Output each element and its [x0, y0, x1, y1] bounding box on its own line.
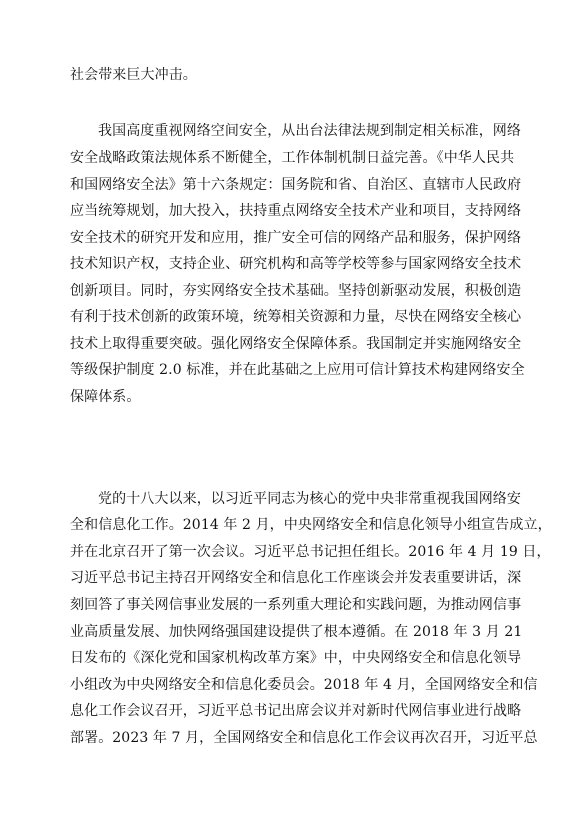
- text-line: 全和信息化工作。2014 年 2 月，中央网络安全和信息化领导小组宣告成立，: [70, 517, 552, 533]
- text-line: 习近平总书记主持召开网络安全和信息化工作座谈会并发表重要讲话，深: [70, 570, 522, 586]
- text-line: 小组改为中央网络安全和信息化委员会。2018 年 4 月，全国网络安全和信: [70, 677, 538, 693]
- text-line: 应当统筹规划，加大投入，扶持重点网络安全技术产业和项目，支持网络: [70, 203, 522, 219]
- text-line: 刻回答了事关网信事业发展的一系列重大理论和实践问题，为推动网信事: [70, 597, 522, 613]
- text-line: 业高质量发展、加快网络强国建设提供了根本遵循。在 2018 年 3 月 21: [70, 624, 523, 640]
- text-line: 技术上取得重要突破。强化网络安全保障体系。我国制定并实施网络安全: [70, 336, 522, 352]
- text-line: 并在北京召开了第一次会议。习近平总书记担任组长。2016 年 4 月 19 日，: [70, 544, 551, 560]
- text-line: 安全技术的研究开发和应用，推广安全可信的网络产品和服务，保护网络: [70, 230, 522, 246]
- text-line: 部署。2023 年 7 月，全国网络安全和信息化工作会议再次召开，习近平总: [70, 730, 538, 746]
- text-line: 社会带来巨大冲击。: [70, 67, 197, 83]
- text-line: 有利于技术创新的政策环境，统筹相关资源和力量，尽快在网络安全核心: [70, 309, 522, 325]
- text-line: 保障体系。: [70, 389, 141, 405]
- text-line: 等级保护制度 2.0 标准，并在此基础之上应用可信计算技术构建网络安全: [70, 362, 525, 378]
- text-line: 技术知识产权，支持企业、研究机构和高等学校等参与国家网络安全技术: [70, 256, 522, 272]
- text-line: 创新项目。同时，夯实网络安全技术基础。坚持创新驱动发展，积极创造: [70, 283, 522, 299]
- text-line: 我国高度重视网络空间安全，从出台法律法规到制定相关标准，网络: [98, 123, 521, 139]
- text-line: 党的十八大以来，以习近平同志为核心的党中央非常重视我国网络安: [98, 491, 521, 507]
- text-line: 和国网络安全法》第十六条规定：国务院和省、自治区、直辖市人民政府: [70, 177, 522, 193]
- text-line: 安全战略政策法规体系不断健全，工作体制机制日益完善。《中华人民共: [70, 150, 515, 166]
- text-line: 日发布的《深化党和国家机构改革方案》中，中央网络安全和信息化领导: [70, 650, 522, 666]
- text-line: 息化工作会议召开，习近平总书记出席会议并对新时代网信事业进行战略: [70, 703, 522, 719]
